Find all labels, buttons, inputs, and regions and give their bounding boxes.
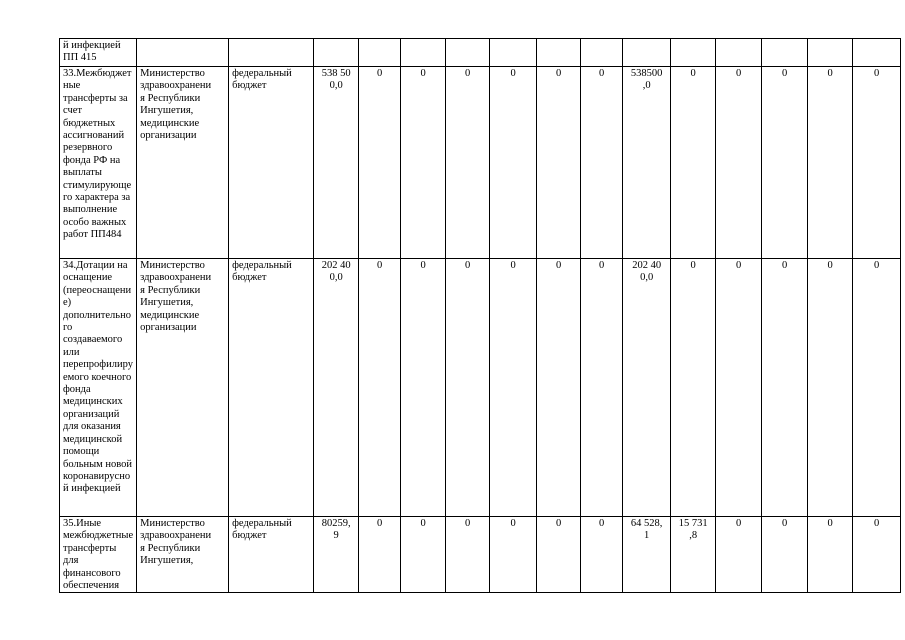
row-name-cell: 33.Межбюджет ные трансферты за счет бюджетных ассигнований резервного фонда РФ на выплаты стимулирующе го характера за выполнение особо важных работ ПП484 [60,67,137,259]
value-cell [671,39,716,67]
executor-cell: Министерство здравоохранени я Республики Ингушетия, медицинские организации [137,259,229,517]
value-cell: 0 [808,517,853,593]
value-cell: 0 [716,67,762,259]
value-cell [762,39,808,67]
value-cell [490,39,537,67]
value-cell [537,39,581,67]
value-cell: 0 [401,259,446,517]
value-cell: 0 [716,517,762,593]
source-cell: федеральный бюджет [229,67,314,259]
value-cell: 0 [537,67,581,259]
table-row [60,39,901,67]
value-cell: 0 [537,517,581,593]
executor-cell: Министерство здравоохранени я Республики Ингушетия, медицинские организации [137,67,229,259]
value-cell: 0 [446,259,490,517]
value-cell: 0 [537,259,581,517]
value-cell: 0 [581,517,623,593]
value-cell [314,39,359,67]
value-cell: 202 40 0,0 [623,259,671,517]
value-cell: 0 [762,517,808,593]
value-cell: 0 [359,67,401,259]
value-cell: 0 [446,517,490,593]
value-cell: 0 [446,67,490,259]
value-cell [623,39,671,67]
executor-cell [137,39,229,67]
value-cell: 0 [671,67,716,259]
source-cell: федеральный бюджет [229,517,314,593]
value-cell: 0 [808,67,853,259]
table-row [60,259,901,517]
value-cell: 0 [490,517,537,593]
value-cell: 0 [359,517,401,593]
value-cell: 0 [762,259,808,517]
value-cell: 0 [581,259,623,517]
value-cell: 0 [401,517,446,593]
value-cell: 0 [853,517,901,593]
source-cell [229,39,314,67]
value-cell [446,39,490,67]
value-cell [581,39,623,67]
value-cell: 202 40 0,0 [314,259,359,517]
budget-table [59,38,901,593]
value-cell [359,39,401,67]
value-cell: 0 [853,67,901,259]
value-cell: 0 [808,259,853,517]
value-cell: 0 [762,67,808,259]
table-row [60,517,901,593]
value-cell: 0 [401,67,446,259]
value-cell [716,39,762,67]
table-row [60,67,901,259]
value-cell: 0 [490,67,537,259]
row-name-cell: 35.Иные межбюджетные трансферты для финансового обеспечения [60,517,137,593]
value-cell [853,39,901,67]
value-cell: 0 [853,259,901,517]
value-cell: 0 [581,67,623,259]
value-cell: 0 [490,259,537,517]
value-cell: 64 528, 1 [623,517,671,593]
value-cell [401,39,446,67]
value-cell: 0 [359,259,401,517]
executor-cell: Министерство здравоохранени я Республики Ингушетия, [137,517,229,593]
value-cell: 80259, 9 [314,517,359,593]
value-cell: 0 [716,259,762,517]
value-cell: 0 [671,259,716,517]
value-cell: 15 731 ,8 [671,517,716,593]
value-cell: 538500 ,0 [623,67,671,259]
value-cell: 538 50 0,0 [314,67,359,259]
row-name-cell: 34.Дотации на оснащение (переоснащени е) дополнительно го создаваемого или перепрофилиру емого коечного фонда медицинских организаций для оказания медицинской помощи больным новой коронавирусно й инфекцией [60,259,137,517]
value-cell [808,39,853,67]
row-name-cell: й инфекцией ПП 415 [60,39,137,67]
source-cell: федеральный бюджет [229,259,314,517]
